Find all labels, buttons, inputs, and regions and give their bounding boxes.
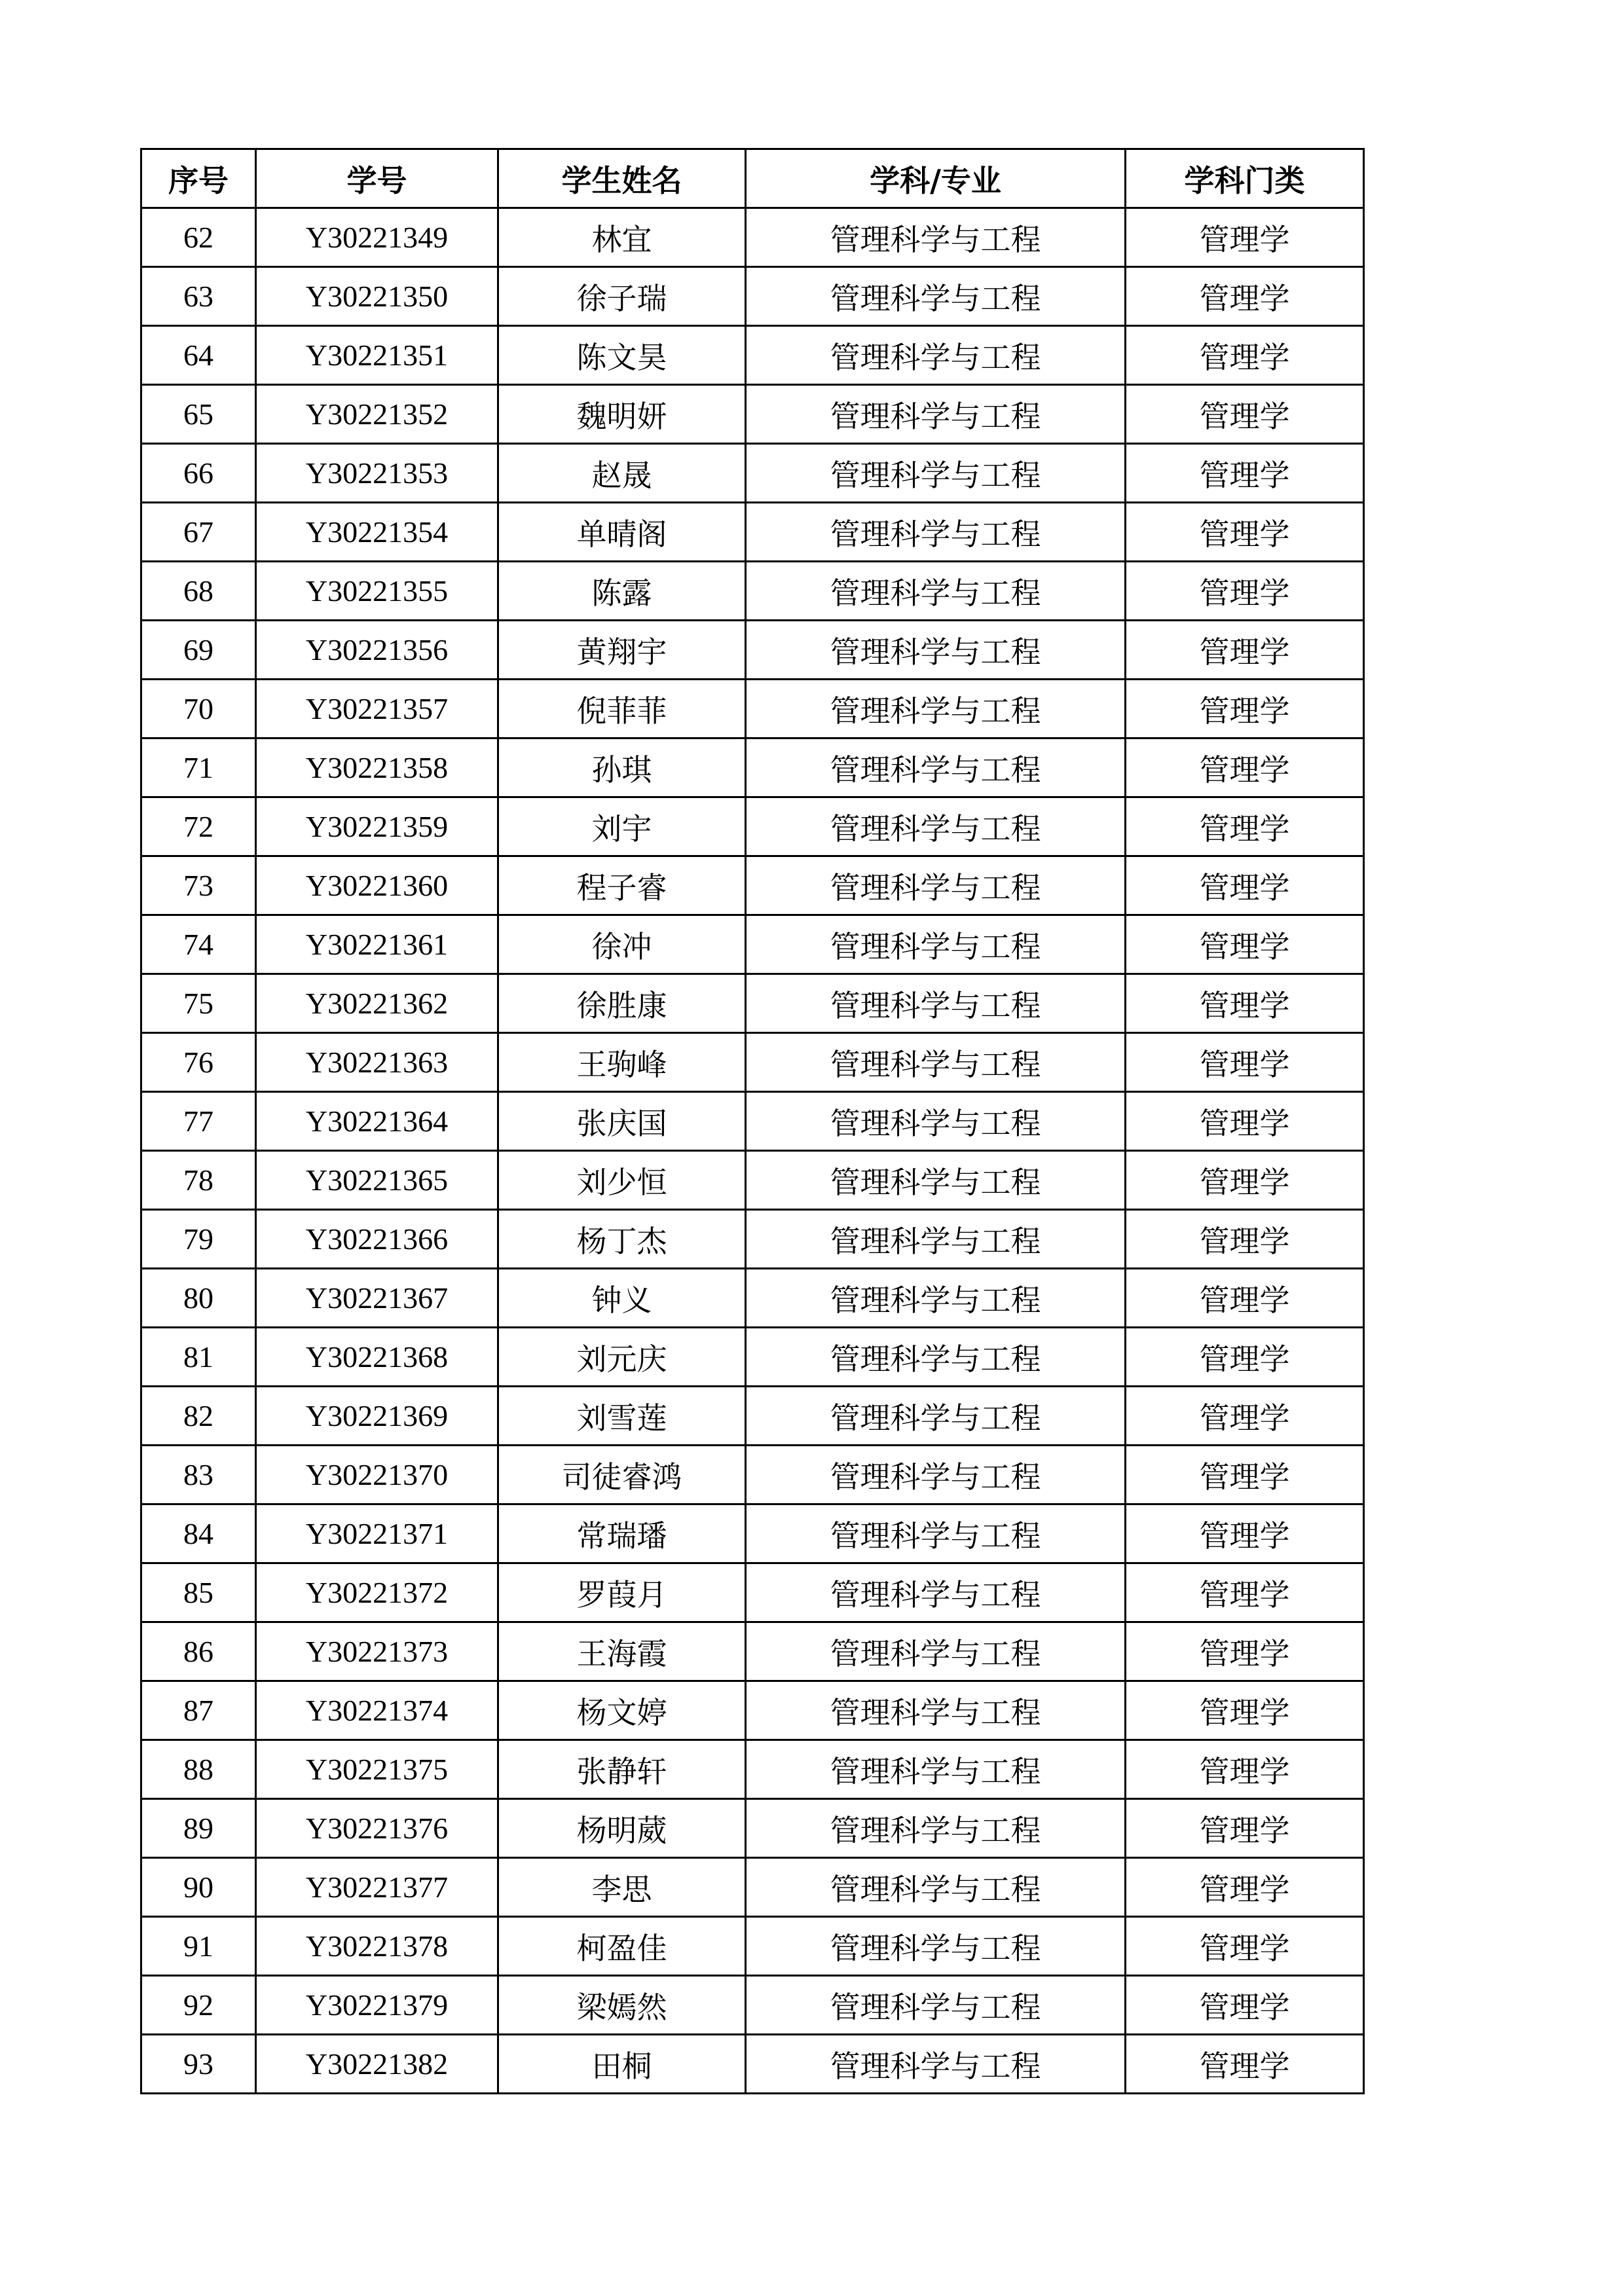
cell-major: 管理科学与工程 <box>746 1504 1126 1563</box>
cell-seq: 68 <box>141 562 256 621</box>
cell-student-id: Y30221349 <box>256 208 498 267</box>
cell-major: 管理科学与工程 <box>746 974 1126 1033</box>
cell-seq: 74 <box>141 915 256 974</box>
cell-student-name: 赵晟 <box>498 444 746 503</box>
cell-category: 管理学 <box>1126 1917 1364 1976</box>
cell-seq: 62 <box>141 208 256 267</box>
cell-major: 管理科学与工程 <box>746 208 1126 267</box>
cell-student-name: 陈文昊 <box>498 326 746 385</box>
table-row <box>141 738 1364 797</box>
cell-student-id: Y30221369 <box>256 1387 498 1446</box>
cell-major: 管理科学与工程 <box>746 1446 1126 1504</box>
table-row <box>141 915 1364 974</box>
cell-major: 管理科学与工程 <box>746 267 1126 326</box>
cell-seq: 89 <box>141 1799 256 1858</box>
cell-seq: 65 <box>141 385 256 444</box>
cell-major: 管理科学与工程 <box>746 1269 1126 1328</box>
table-row <box>141 1328 1364 1387</box>
cell-category: 管理学 <box>1126 797 1364 856</box>
table-row <box>141 208 1364 267</box>
cell-student-id: Y30221354 <box>256 503 498 562</box>
cell-seq: 84 <box>141 1504 256 1563</box>
cell-student-id: Y30221358 <box>256 738 498 797</box>
cell-category: 管理学 <box>1126 856 1364 915</box>
cell-student-id: Y30221363 <box>256 1033 498 1092</box>
cell-student-name: 倪菲菲 <box>498 680 746 738</box>
cell-seq: 80 <box>141 1269 256 1328</box>
table-row <box>141 1504 1364 1563</box>
cell-student-name: 王海霞 <box>498 1622 746 1681</box>
cell-major: 管理科学与工程 <box>746 385 1126 444</box>
cell-student-name: 刘雪莲 <box>498 1387 746 1446</box>
cell-student-name: 程子睿 <box>498 856 746 915</box>
table-row <box>141 1210 1364 1269</box>
cell-category: 管理学 <box>1126 738 1364 797</box>
cell-major: 管理科学与工程 <box>746 621 1126 680</box>
cell-seq: 64 <box>141 326 256 385</box>
cell-student-name: 徐胜康 <box>498 974 746 1033</box>
cell-student-name: 孙琪 <box>498 738 746 797</box>
cell-student-id: Y30221351 <box>256 326 498 385</box>
cell-category: 管理学 <box>1126 1504 1364 1563</box>
cell-major: 管理科学与工程 <box>746 1033 1126 1092</box>
cell-seq: 88 <box>141 1740 256 1799</box>
cell-seq: 86 <box>141 1622 256 1681</box>
cell-student-name: 罗葭月 <box>498 1563 746 1622</box>
cell-major: 管理科学与工程 <box>746 797 1126 856</box>
cell-student-id: Y30221365 <box>256 1151 498 1210</box>
cell-student-id: Y30221372 <box>256 1563 498 1622</box>
cell-student-id: Y30221375 <box>256 1740 498 1799</box>
table-row <box>141 621 1364 680</box>
table-row <box>141 326 1364 385</box>
cell-seq: 91 <box>141 1917 256 1976</box>
cell-student-id: Y30221379 <box>256 1976 498 2035</box>
cell-seq: 77 <box>141 1092 256 1151</box>
cell-category: 管理学 <box>1126 1740 1364 1799</box>
cell-category: 管理学 <box>1126 1622 1364 1681</box>
table-row <box>141 797 1364 856</box>
cell-seq: 67 <box>141 503 256 562</box>
table-row <box>141 1740 1364 1799</box>
cell-seq: 63 <box>141 267 256 326</box>
cell-major: 管理科学与工程 <box>746 1328 1126 1387</box>
table-row <box>141 562 1364 621</box>
table-row <box>141 1033 1364 1092</box>
cell-major: 管理科学与工程 <box>746 1563 1126 1622</box>
cell-major: 管理科学与工程 <box>746 562 1126 621</box>
cell-student-id: Y30221376 <box>256 1799 498 1858</box>
cell-category: 管理学 <box>1126 1033 1364 1092</box>
cell-major: 管理科学与工程 <box>746 915 1126 974</box>
table-row <box>141 385 1364 444</box>
table-row <box>141 2035 1364 2094</box>
cell-category: 管理学 <box>1126 1092 1364 1151</box>
cell-major: 管理科学与工程 <box>746 1681 1126 1740</box>
cell-student-name: 陈露 <box>498 562 746 621</box>
cell-major: 管理科学与工程 <box>746 326 1126 385</box>
header-category: 学科门类 <box>1126 149 1364 208</box>
cell-seq: 70 <box>141 680 256 738</box>
cell-student-id: Y30221366 <box>256 1210 498 1269</box>
cell-major: 管理科学与工程 <box>746 1151 1126 1210</box>
cell-major: 管理科学与工程 <box>746 1799 1126 1858</box>
table-row <box>141 1446 1364 1504</box>
cell-student-id: Y30221357 <box>256 680 498 738</box>
cell-major: 管理科学与工程 <box>746 856 1126 915</box>
cell-student-id: Y30221373 <box>256 1622 498 1681</box>
cell-seq: 66 <box>141 444 256 503</box>
header-student-id: 学号 <box>256 149 498 208</box>
cell-seq: 87 <box>141 1681 256 1740</box>
cell-student-name: 李思 <box>498 1858 746 1917</box>
cell-seq: 79 <box>141 1210 256 1269</box>
cell-student-id: Y30221355 <box>256 562 498 621</box>
table-row <box>141 1622 1364 1681</box>
cell-category: 管理学 <box>1126 1387 1364 1446</box>
cell-student-name: 柯盈佳 <box>498 1917 746 1976</box>
cell-student-name: 刘元庆 <box>498 1328 746 1387</box>
table-row <box>141 444 1364 503</box>
cell-student-name: 刘宇 <box>498 797 746 856</box>
table-row <box>141 1976 1364 2035</box>
cell-student-name: 林宜 <box>498 208 746 267</box>
cell-category: 管理学 <box>1126 1328 1364 1387</box>
cell-student-name: 司徒睿鸿 <box>498 1446 746 1504</box>
cell-major: 管理科学与工程 <box>746 1858 1126 1917</box>
cell-student-id: Y30221378 <box>256 1917 498 1976</box>
cell-category: 管理学 <box>1126 680 1364 738</box>
table-row <box>141 1269 1364 1328</box>
cell-category: 管理学 <box>1126 503 1364 562</box>
cell-student-name: 王驹峰 <box>498 1033 746 1092</box>
cell-major: 管理科学与工程 <box>746 444 1126 503</box>
cell-category: 管理学 <box>1126 1799 1364 1858</box>
header-major: 学科/专业 <box>746 149 1126 208</box>
cell-student-id: Y30221362 <box>256 974 498 1033</box>
cell-student-name: 钟义 <box>498 1269 746 1328</box>
cell-category: 管理学 <box>1126 208 1364 267</box>
cell-major: 管理科学与工程 <box>746 503 1126 562</box>
cell-category: 管理学 <box>1126 444 1364 503</box>
header-seq: 序号 <box>141 149 256 208</box>
cell-seq: 75 <box>141 974 256 1033</box>
table-row <box>141 1092 1364 1151</box>
cell-category: 管理学 <box>1126 1269 1364 1328</box>
cell-seq: 90 <box>141 1858 256 1917</box>
cell-major: 管理科学与工程 <box>746 1092 1126 1151</box>
cell-student-id: Y30221364 <box>256 1092 498 1151</box>
cell-student-name: 杨明葳 <box>498 1799 746 1858</box>
table-row <box>141 856 1364 915</box>
cell-category: 管理学 <box>1126 1563 1364 1622</box>
cell-category: 管理学 <box>1126 1210 1364 1269</box>
table-row <box>141 267 1364 326</box>
cell-seq: 69 <box>141 621 256 680</box>
cell-major: 管理科学与工程 <box>746 2035 1126 2094</box>
student-table <box>140 148 1365 2094</box>
cell-student-name: 张静轩 <box>498 1740 746 1799</box>
cell-major: 管理科学与工程 <box>746 1387 1126 1446</box>
cell-student-name: 单晴阁 <box>498 503 746 562</box>
cell-category: 管理学 <box>1126 2035 1364 2094</box>
cell-student-id: Y30221367 <box>256 1269 498 1328</box>
table-row <box>141 1917 1364 1976</box>
table-header <box>141 149 1364 208</box>
table-row <box>141 1858 1364 1917</box>
cell-student-id: Y30221377 <box>256 1858 498 1917</box>
cell-student-name: 梁嫣然 <box>498 1976 746 2035</box>
cell-category: 管理学 <box>1126 621 1364 680</box>
cell-student-id: Y30221382 <box>256 2035 498 2094</box>
cell-category: 管理学 <box>1126 267 1364 326</box>
cell-category: 管理学 <box>1126 1858 1364 1917</box>
cell-student-name: 杨文婷 <box>498 1681 746 1740</box>
cell-student-id: Y30221374 <box>256 1681 498 1740</box>
cell-seq: 78 <box>141 1151 256 1210</box>
table-body <box>141 208 1364 2094</box>
cell-student-name: 徐子瑞 <box>498 267 746 326</box>
table-row <box>141 1681 1364 1740</box>
cell-seq: 72 <box>141 797 256 856</box>
table-row <box>141 503 1364 562</box>
cell-student-id: Y30221356 <box>256 621 498 680</box>
cell-student-id: Y30221368 <box>256 1328 498 1387</box>
cell-major: 管理科学与工程 <box>746 1622 1126 1681</box>
table-row <box>141 1563 1364 1622</box>
cell-student-name: 黄翔宇 <box>498 621 746 680</box>
table-row <box>141 974 1364 1033</box>
cell-seq: 92 <box>141 1976 256 2035</box>
cell-student-name: 刘少恒 <box>498 1151 746 1210</box>
cell-student-id: Y30221371 <box>256 1504 498 1563</box>
cell-category: 管理学 <box>1126 915 1364 974</box>
cell-major: 管理科学与工程 <box>746 1740 1126 1799</box>
table-row <box>141 1799 1364 1858</box>
cell-student-name: 田桐 <box>498 2035 746 2094</box>
cell-seq: 71 <box>141 738 256 797</box>
cell-category: 管理学 <box>1126 562 1364 621</box>
cell-seq: 73 <box>141 856 256 915</box>
cell-seq: 82 <box>141 1387 256 1446</box>
cell-student-name: 魏明妍 <box>498 385 746 444</box>
cell-student-id: Y30221361 <box>256 915 498 974</box>
cell-category: 管理学 <box>1126 1446 1364 1504</box>
cell-student-name: 杨丁杰 <box>498 1210 746 1269</box>
cell-student-id: Y30221360 <box>256 856 498 915</box>
cell-student-name: 张庆国 <box>498 1092 746 1151</box>
cell-student-id: Y30221353 <box>256 444 498 503</box>
cell-student-id: Y30221370 <box>256 1446 498 1504</box>
cell-category: 管理学 <box>1126 1151 1364 1210</box>
cell-category: 管理学 <box>1126 385 1364 444</box>
cell-seq: 93 <box>141 2035 256 2094</box>
cell-seq: 76 <box>141 1033 256 1092</box>
cell-category: 管理学 <box>1126 1681 1364 1740</box>
cell-major: 管理科学与工程 <box>746 1210 1126 1269</box>
header-student-name: 学生姓名 <box>498 149 746 208</box>
cell-seq: 85 <box>141 1563 256 1622</box>
cell-category: 管理学 <box>1126 326 1364 385</box>
cell-major: 管理科学与工程 <box>746 1976 1126 2035</box>
cell-student-id: Y30221350 <box>256 267 498 326</box>
cell-seq: 83 <box>141 1446 256 1504</box>
cell-category: 管理学 <box>1126 1976 1364 2035</box>
cell-student-name: 徐冲 <box>498 915 746 974</box>
cell-major: 管理科学与工程 <box>746 738 1126 797</box>
table-row <box>141 1151 1364 1210</box>
cell-student-name: 常瑞璠 <box>498 1504 746 1563</box>
cell-student-id: Y30221352 <box>256 385 498 444</box>
cell-category: 管理学 <box>1126 974 1364 1033</box>
cell-seq: 81 <box>141 1328 256 1387</box>
table-row <box>141 1387 1364 1446</box>
cell-major: 管理科学与工程 <box>746 1917 1126 1976</box>
cell-major: 管理科学与工程 <box>746 680 1126 738</box>
table-row <box>141 680 1364 738</box>
header-row <box>141 149 1364 208</box>
cell-student-id: Y30221359 <box>256 797 498 856</box>
